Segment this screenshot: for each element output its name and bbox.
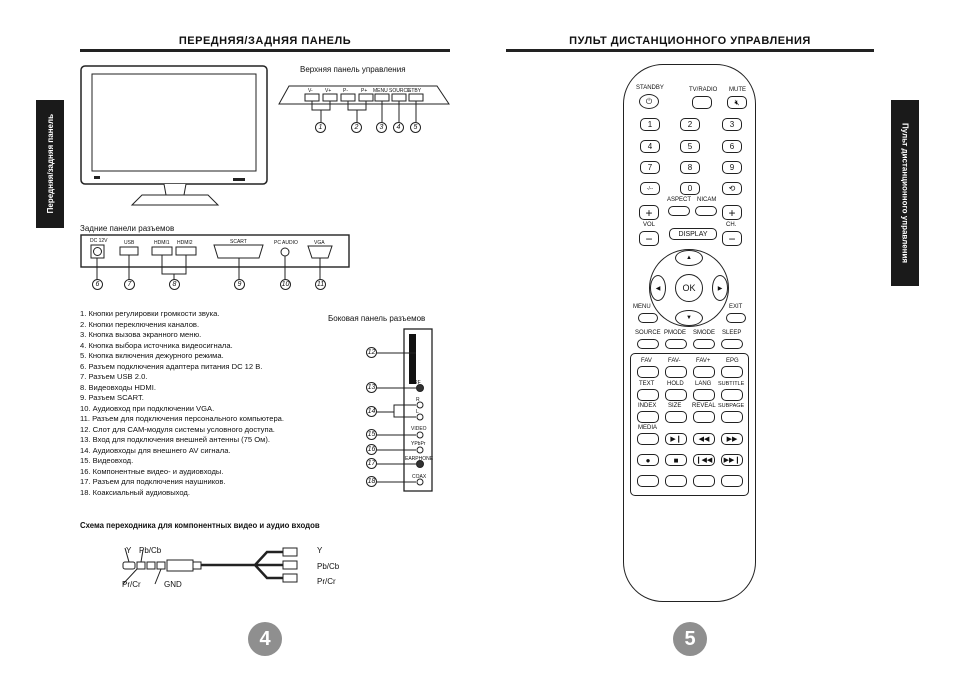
- callout: 8: [169, 279, 180, 290]
- digit-5-button[interactable]: 5: [680, 140, 700, 153]
- legend-item: 6. Разъем подключения адаптера питания DC 12 В.: [80, 361, 263, 371]
- mute-speaker-icon: 🔇︎: [734, 97, 740, 107]
- skip-forward-icon: ▶▶❙: [723, 457, 741, 464]
- right-page-title: ПУЛЬТ ДИСТАНЦИОННОГО УПРАВЛЕНИЯ: [569, 35, 811, 47]
- left-side-tab: [36, 100, 64, 228]
- color-button-2[interactable]: [665, 475, 687, 487]
- adapter-label-y: Y: [126, 546, 132, 555]
- color-button-4[interactable]: [721, 475, 743, 487]
- label-fav: FAV: [641, 358, 652, 364]
- index-button[interactable]: [637, 411, 659, 423]
- size-button[interactable]: [665, 411, 687, 423]
- epg-button[interactable]: [721, 366, 743, 378]
- color-button-1[interactable]: [637, 475, 659, 487]
- rear-port-label: VGA: [314, 240, 325, 246]
- digit-3-button[interactable]: 3: [722, 118, 742, 131]
- page-number-left: 4: [248, 622, 282, 656]
- next-button[interactable]: [721, 454, 743, 466]
- subpage-button[interactable]: [721, 411, 743, 423]
- callout: 17: [367, 460, 376, 467]
- right-side-tab: [891, 100, 919, 286]
- callout: 18: [367, 478, 376, 485]
- top-panel-caption: Верхняя панель управления: [300, 65, 406, 74]
- arrow-up-icon: ▲: [686, 255, 692, 261]
- callout: 14: [367, 408, 376, 415]
- right-side-tab-label: Пульт дистанционного управления: [900, 122, 910, 264]
- ch-up-button[interactable]: +: [722, 205, 742, 220]
- previous-button[interactable]: [693, 454, 715, 466]
- mute-button[interactable]: [727, 96, 747, 109]
- label-tvradio: TV/RADIO: [689, 87, 718, 93]
- rewind-icon: ◀◀: [698, 436, 710, 443]
- rear-panel-caption: Задние панели разъемов: [80, 224, 175, 233]
- adapter-label-prcr: Pr/Cr: [122, 580, 141, 589]
- source-button[interactable]: [637, 339, 659, 349]
- top-btn-label: P+: [361, 88, 368, 94]
- digit-0-button[interactable]: 0: [680, 182, 700, 195]
- label-menu: MENU: [633, 304, 651, 310]
- menu-button[interactable]: [638, 313, 658, 323]
- top-btn-label: P-: [343, 88, 348, 94]
- rewind-button[interactable]: [693, 433, 715, 445]
- adapter-out-prcr: Pr/Cr: [317, 577, 336, 586]
- right-title-rule: [506, 49, 874, 52]
- callout: 7: [124, 279, 135, 290]
- digit-4-button[interactable]: 4: [640, 140, 660, 153]
- callout: 4: [393, 122, 404, 133]
- color-button-3[interactable]: [693, 475, 715, 487]
- digit-8-button[interactable]: 8: [680, 161, 700, 174]
- callout: 9: [234, 279, 245, 290]
- play-pause-icon: ▶❙: [670, 436, 682, 443]
- label-fav-minus: FAV-: [668, 358, 681, 364]
- label-ch: CH.: [726, 222, 737, 228]
- dpad-right-button[interactable]: [712, 275, 728, 301]
- fast-forward-icon: ▶▶: [726, 436, 738, 443]
- legend-item: 13. Вход для подключения внешней антенны (75 Ом).: [80, 435, 270, 444]
- subtitle-button[interactable]: [721, 389, 743, 401]
- record-button[interactable]: [637, 454, 659, 466]
- dpad-down-button[interactable]: [675, 310, 703, 326]
- legend-item: 15. Видеовход.: [80, 456, 134, 465]
- callout: 12: [367, 349, 376, 356]
- aspect-button[interactable]: [668, 206, 690, 216]
- display-button[interactable]: DISPLAY: [669, 228, 717, 240]
- nicam-button[interactable]: [695, 206, 717, 216]
- legend-item: 14. Аудиовходы для внешнего AV сигнала.: [80, 445, 231, 455]
- dpad-up-button[interactable]: [675, 250, 703, 266]
- callout: 16: [367, 446, 376, 453]
- label-reveal: REVEAL: [692, 403, 716, 409]
- legend-item: 7. Разъем USB 2.0.: [80, 372, 148, 381]
- dpad-left-button[interactable]: [650, 275, 666, 301]
- top-btn-label: MENU: [373, 88, 388, 94]
- tv-front-illustration: [80, 65, 270, 210]
- rear-port-label: SCART: [230, 239, 247, 245]
- legend-item: 17. Разъем для подключения наушников.: [80, 477, 226, 486]
- sleep-button[interactable]: [721, 339, 743, 349]
- adapter-label-gnd: GND: [164, 580, 182, 589]
- hold-button[interactable]: [665, 389, 687, 401]
- vol-up-button[interactable]: +: [639, 205, 659, 220]
- legend-item: 9. Разъем SCART.: [80, 393, 144, 402]
- left-side-tab-label: Передняя/задняя панель: [45, 114, 55, 214]
- legend-item: 12. Слот для CAM-модуля системы условного доступа.: [80, 424, 275, 434]
- fav-button[interactable]: [637, 366, 659, 378]
- legend-item: 11. Разъем для подключения персонального компьютера.: [80, 414, 284, 423]
- label-subpage: SUBPAGE: [718, 403, 745, 409]
- legend-item: 2. Кнопки переключения каналов.: [80, 319, 200, 329]
- page-number-right: 5: [673, 622, 707, 656]
- arrow-right-icon: ▶: [717, 285, 723, 292]
- legend-item: 4. Кнопка выбора источника видеосигнала.: [80, 340, 233, 350]
- adapter-out-y: Y: [317, 546, 323, 555]
- rear-port-label: HDMI2: [177, 240, 193, 246]
- arrow-left-icon: ◀: [655, 285, 661, 292]
- label-aspect: ASPECT: [667, 197, 692, 203]
- legend-item: 3. Кнопка вызова экранного меню.: [80, 330, 202, 339]
- label-text: TEXT: [639, 381, 655, 387]
- rear-port-label: DC 12V: [90, 238, 108, 244]
- power-icon: ⏻: [645, 96, 653, 106]
- record-icon: ●: [645, 455, 651, 465]
- text-button[interactable]: [637, 389, 659, 401]
- rear-port-label: USB: [124, 240, 135, 246]
- legend-list: [80, 309, 340, 498]
- media-button[interactable]: [637, 433, 659, 445]
- label-lang: LANG: [695, 381, 712, 387]
- callout: 6: [92, 279, 103, 290]
- callout: 2: [351, 122, 362, 133]
- tv-radio-button[interactable]: [692, 96, 712, 109]
- top-btn-label: SOURCE: [389, 88, 411, 94]
- label-sleep: SLEEP: [722, 330, 742, 336]
- digit-9-button[interactable]: 9: [722, 161, 742, 174]
- callout: 13: [367, 384, 376, 391]
- digit-1-button[interactable]: 1: [640, 118, 660, 131]
- callout: 1: [315, 122, 326, 133]
- rear-port-label: HDMI1: [154, 240, 170, 246]
- fav-plus-button[interactable]: [693, 366, 715, 378]
- ok-button[interactable]: OK: [675, 274, 703, 302]
- label-size: SIZE: [668, 403, 682, 409]
- adapter-out-pbcb: Pb/Cb: [317, 562, 340, 571]
- standby-button[interactable]: [639, 94, 659, 109]
- digit-2-button[interactable]: 2: [680, 118, 700, 131]
- rear-panel-illustration: [80, 234, 352, 292]
- rear-port-label: PC AUDIO: [274, 240, 298, 246]
- stop-button[interactable]: [665, 454, 687, 466]
- callout: 10: [281, 281, 290, 288]
- top-btn-label: STBY: [408, 88, 422, 94]
- fav-minus-button[interactable]: [665, 366, 687, 378]
- callout: 15: [367, 431, 376, 438]
- digit-6-button[interactable]: 6: [722, 140, 742, 153]
- legend-item: 16. Компонентные видео- и аудиовходы.: [80, 466, 224, 476]
- side-panel-caption: Боковая панель разъемов: [328, 314, 426, 323]
- label-subtitle: SUBTITLE: [718, 381, 745, 387]
- ch-down-button[interactable]: −: [722, 231, 742, 246]
- side-port-label: EARPHONE: [405, 456, 434, 462]
- left-title-rule: [80, 49, 450, 52]
- label-pmode: PMODE: [664, 330, 687, 336]
- label-hold: HOLD: [667, 381, 684, 387]
- recall-loop-icon: ⟲: [728, 184, 736, 193]
- digit-dash-button[interactable]: -/--: [640, 182, 660, 195]
- smode-button[interactable]: [693, 339, 715, 349]
- legend-item: 10. Аудиовход при подключении VGA.: [80, 403, 215, 413]
- label-media: MEDIA: [638, 425, 658, 431]
- label-vol: VOL: [643, 222, 656, 228]
- skip-back-icon: ❙◀◀: [695, 457, 713, 464]
- label-fav-plus: FAV+: [696, 358, 711, 364]
- reveal-button[interactable]: [693, 411, 715, 423]
- label-epg: EPG: [726, 358, 739, 364]
- left-page-title: ПЕРЕДНЯЯ/ЗАДНЯЯ ПАНЕЛЬ: [178, 35, 352, 47]
- legend-item: 8. Видеовходы HDMI.: [80, 382, 156, 392]
- callout: 5: [410, 122, 421, 133]
- exit-button[interactable]: [726, 313, 746, 323]
- top-btn-label: V+: [325, 88, 332, 94]
- stop-icon: ■: [673, 455, 679, 465]
- side-port-label: COAX: [412, 474, 427, 480]
- vol-down-button[interactable]: −: [639, 231, 659, 246]
- recall-button[interactable]: [722, 182, 742, 195]
- side-port-label: RF: [414, 380, 421, 386]
- fast-forward-button[interactable]: [721, 433, 743, 445]
- legend-item: 5. Кнопка включения дежурного режима.: [80, 351, 224, 360]
- adapter-title: Схема переходника для компонентных видео и аудио входов: [80, 521, 320, 530]
- adapter-label-pbcb: Pb/Cb: [139, 546, 162, 555]
- side-port-label: VIDEO: [411, 426, 427, 432]
- pmode-button[interactable]: [665, 339, 687, 349]
- legend-item: 1. Кнопки регулировки громкости звука.: [80, 309, 220, 318]
- digit-7-button[interactable]: 7: [640, 161, 660, 174]
- side-port-label: R: [416, 397, 420, 403]
- side-port-label: YPbPr: [411, 441, 426, 447]
- label-nicam: NICAM: [697, 197, 717, 203]
- label-exit: EXIT: [729, 304, 743, 310]
- callout: 3: [376, 122, 387, 133]
- lang-button[interactable]: [693, 389, 715, 401]
- arrow-down-icon: ▼: [686, 315, 692, 321]
- legend-item: 18. Коаксиальный аудиовыход.: [80, 487, 190, 497]
- label-source: SOURCE: [635, 330, 661, 336]
- side-port-label: L: [416, 409, 419, 415]
- label-standby: STANDBY: [636, 85, 664, 91]
- label-mute: MUTE: [729, 87, 746, 93]
- label-index: INDEX: [638, 403, 657, 409]
- label-smode: SMODE: [693, 330, 716, 336]
- top-btn-label: V-: [308, 88, 313, 94]
- callout: 11: [316, 281, 325, 288]
- play-pause-button[interactable]: [665, 433, 687, 445]
